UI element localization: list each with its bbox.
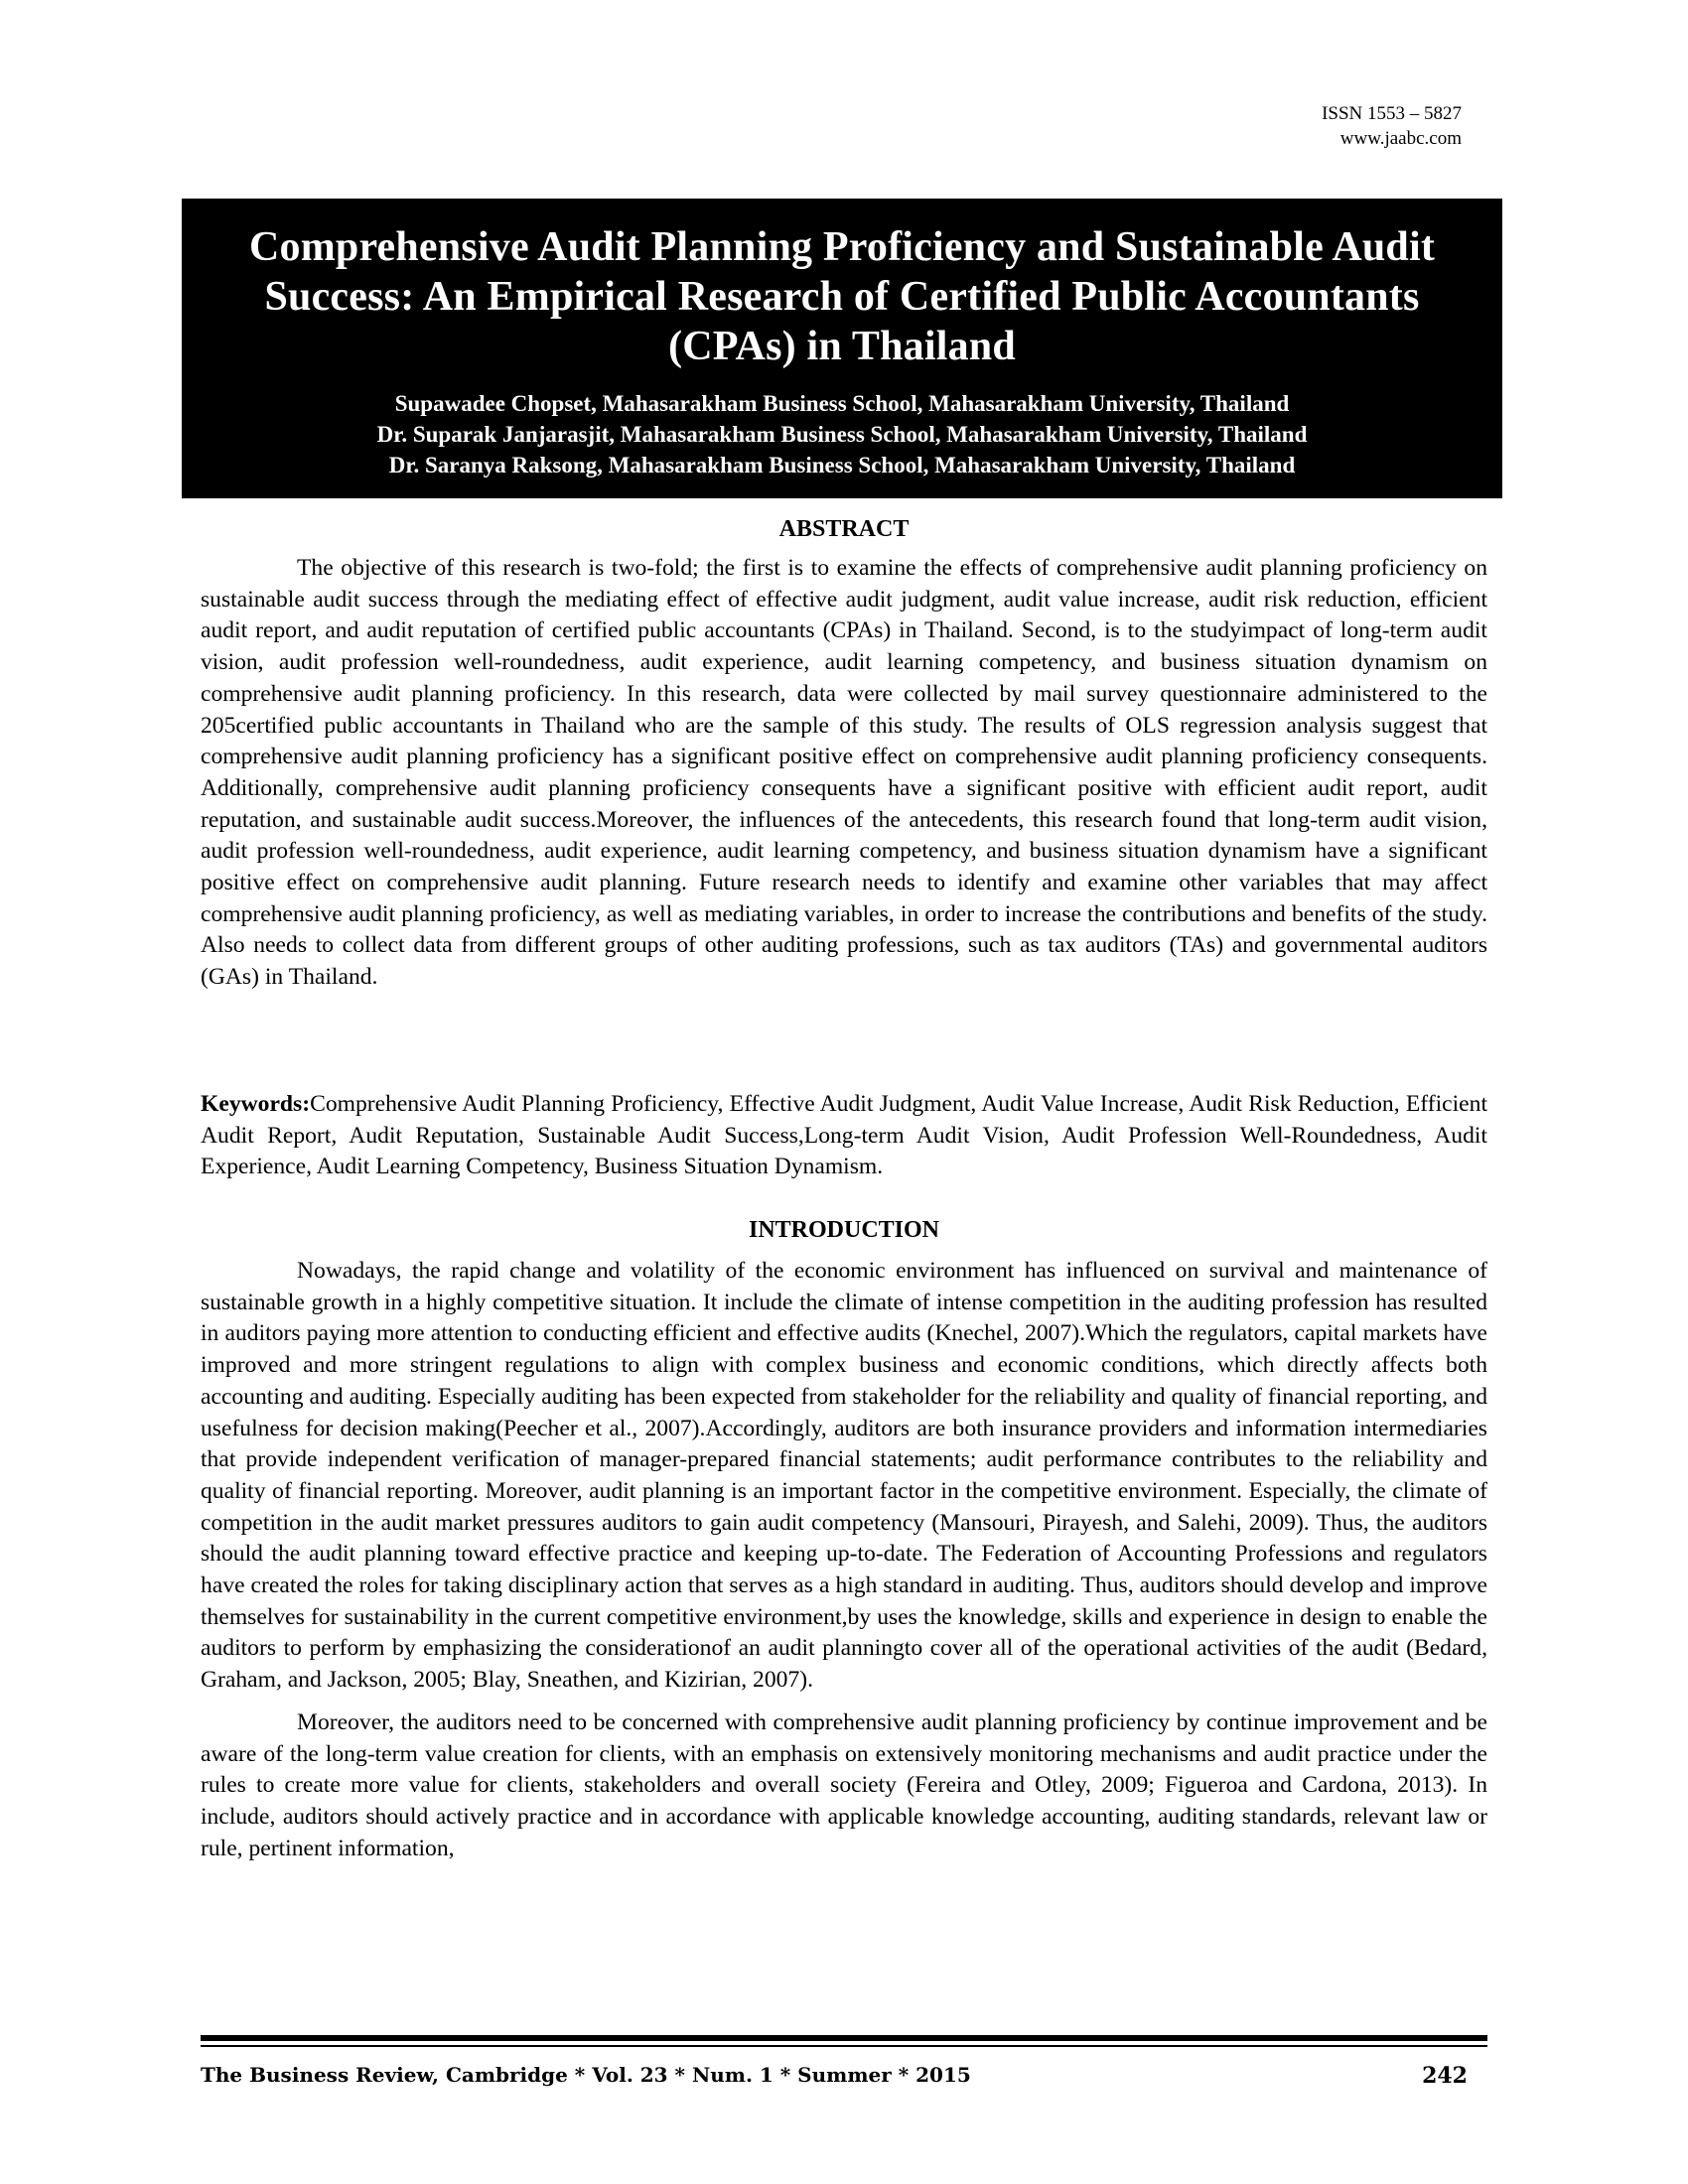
journal-citation: The Business Review, Cambridge * Vol. 23 * Num. 1 * Summer * 2015 <box>201 2063 971 2087</box>
title-line-3: (CPAs) in Thailand <box>668 324 1016 369</box>
title-line-2: Success: An Empirical Research of Certified Public Accountants <box>264 274 1420 320</box>
paper-title <box>182 199 1502 371</box>
issn-label: ISSN 1553 – 5827 <box>1322 103 1462 124</box>
keywords-label: Keywords: <box>201 1091 311 1117</box>
author-affiliation: Dr. Suparak Janjarasjit, Mahasarakham Business School, Mahasarakham University, Thailand <box>376 422 1308 447</box>
page-number: 242 <box>1422 2063 1468 2089</box>
journal-header <box>1322 101 1462 151</box>
introduction-section <box>201 1215 1487 1864</box>
abstract-heading: ABSTRACT <box>778 516 910 542</box>
keywords-section <box>201 1089 1487 1183</box>
introduction-paragraph: Moreover, the auditors need to be concerned with comprehensive audit planning proficiency by continue improvement and be aware of the long-term value creation for clients, with an emphasis on extensively monitoring mechanisms and audit practice under the rules to create more value for clients, stakeholders and overall society (Fereira and Otley, 2009; Figueroa and Cardona, 2013). In include, auditors should actively practice and in accordance with applicable knowledge accounting, auditing standards, relevant law or rule, pertinent information, <box>201 1708 1487 1861</box>
author-list <box>182 388 1502 480</box>
journal-website: www.jaabc.com <box>1339 128 1462 149</box>
introduction-paragraph: Nowadays, the rapid change and volatility of the economic environment has influenced on survival and maintenance of sustainable growth in a highly competitive situation. It include the climate of intense competition in the auditing profession has resulted in auditors paying more attention to conducting efficient and effective audits (Knechel, 2007).Which the regulators, capital markets have improved and more stringent regulations to align with complex business and economic conditions, which directly affects both accounting and auditing. Especially auditing has been expected from stakeholder for the reliability and quality of financial reporting, and usefulness for decision making(Peecher et al., 2007).Accordingly, auditors are both insurance providers and information intermediaries that provide independent verification of manager-prepared financial statements; audit performance contributes to the reliability and quality of financial reporting. Moreover, audit planning is an important factor in the competitive environment. Especially, the climate of competition in the audit market pressures auditors to gain audit competency (Mansouri, Pirayesh, and Salehi, 2009). Thus, the auditors should the audit planning toward effective practice and keeping up-to-date. The Federation of Accounting Professions and regulators have created the roles for taking disciplinary action that serves as a high standard in auditing. Thus, auditors should develop and improve themselves for sustainability in the current competitive environment,by uses the knowledge, skills and experience in design to enable the auditors to perform by emphasizing the considerationof an audit planningto cover all of the operational activities of the audit (Bedard, Graham, and Jackson, 2005; Blay, Sneathen, and Kizirian, 2007). <box>201 1258 1487 1694</box>
keywords-paragraph <box>201 1089 1487 1183</box>
abstract-section <box>201 514 1487 994</box>
introduction-heading: INTRODUCTION <box>748 1217 940 1243</box>
title-line-1: Comprehensive Audit Planning Proficiency and Sustainable Audit <box>248 224 1436 270</box>
abstract-text: The objective of this research is two-fold; the first is to examine the effects of comprehensive audit planning proficiency on sustainable audit success through the mediating effect of effective audit judgment, audit value increase, audit risk reduction, efficient audit report, and audit reputation of certified public accountants (CPAs) in Thailand. Second, is to the studyimpact of long-term audit vision, audit profession well-roundedness, audit experience, audit learning competency, and business situation dynamism on comprehensive audit planning proficiency. In this research, data were collected by mail survey questionnaire administered to the 205certified public accountants in Thailand who are the sample of this study. The results of OLS regression analysis suggest that comprehensive audit planning proficiency has a significant positive effect on comprehensive audit planning proficiency consequents. Additionally, comprehensive audit planning proficiency consequents have a significant positive with efficient audit report, audit reputation, and sustainable audit success.Moreover, the influences of the antecedents, this research found that long-term audit vision, audit profession well-roundedness, audit experience, audit learning competency, and business situation dynamism have a significant positive effect on comprehensive audit planning. Future research needs to identify and examine other variables that may affect comprehensive audit planning proficiency, as well as mediating variables, in order to increase the contributions and benefits of the study. Also needs to collect data from different groups of other auditing professions, such as tax auditors (TAs) and governmental auditors (GAs) in Thailand. <box>201 555 1487 991</box>
keywords-text: Comprehensive Audit Planning Proficiency, Effective Audit Judgment, Audit Value Increase, Audit Risk Reduction, Efficient Audit Report, Audit Reputation, Sustainable Audit Success,Long-term Audit Vision, Audit Profession Well-Roundedness, Audit Experience, Audit Learning Competency, Business Situation Dynamism. <box>201 1091 1487 1180</box>
author-affiliation: Dr. Saranya Raksong, Mahasarakham Business School, Mahasarakham University, Thailand <box>388 453 1296 478</box>
footer-divider <box>201 2035 1487 2047</box>
author-affiliation: Supawadee Chopset, Mahasarakham Business School, Mahasarakham University, Thailand <box>394 391 1290 416</box>
title-banner <box>182 199 1502 498</box>
